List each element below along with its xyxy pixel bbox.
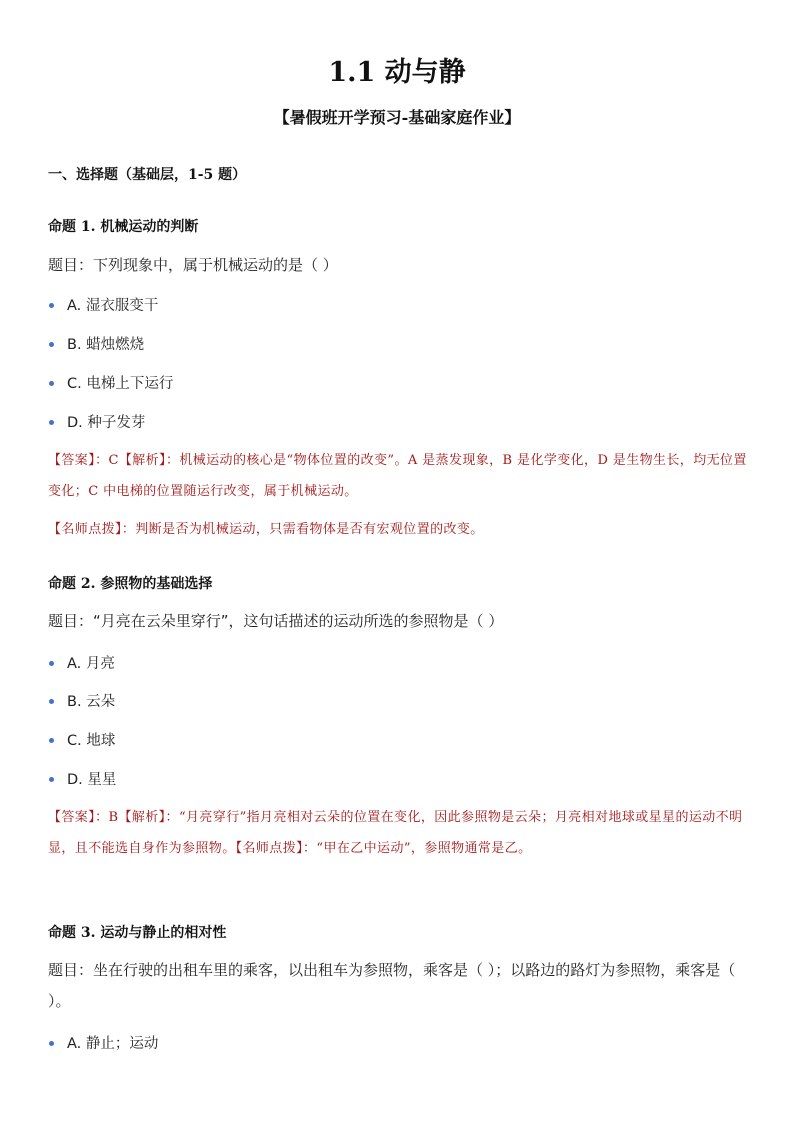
bullet-icon [49,738,54,743]
question-1-answer: 【答案】：C【解析】：机械运动的核心是“物体位置的改变”。A 是蒸发现象，B 是化学变化，D 是生物生长，均无位置变化；C 中电梯的位置随运行改变，属于机械运动。 [48,453,747,499]
question-3-stem: 题目：坐在行驶的出租车里的乘客，以出租车为参照物，乘客是（ ）；以路边的路灯为参照物，乘客是（ ）。 [48,961,736,1010]
question-2-answer: 【答案】：B【解析】：“月亮穿行”指月亮相对云朵的位置在变化，因此参照物是云朵；月亮相对地球或星星的运动不明显，且不能选自身作为参照物。【名师点拨】：“甲在乙中运动”，参照物通常是乙。 [48,810,743,856]
question-2-option-b [48,690,115,711]
question-1-option-d [48,411,145,432]
option-label: C. 地球 [67,733,116,749]
question-3-option-a [48,1032,158,1053]
bullet-icon [49,661,54,666]
option-label: A. 静止；运动 [67,1036,159,1052]
question-1-stem: 题目：下列现象中，属于机械运动的是（ ） [48,256,338,274]
question-2-option-c [48,729,115,750]
section-heading: 一、选择题（基础层，1-5 题） [48,167,247,183]
question-2-option-d [48,768,116,789]
question-1-option-b [48,333,144,354]
page-title: 1.1 动与静 [328,57,466,88]
option-label: A. 月亮 [67,656,115,672]
question-2-option-a [48,652,115,673]
option-label: C. 电梯上下运行 [67,376,174,392]
bullet-icon [49,342,54,347]
question-1-heading: 命题 1. 机械运动的判断 [48,219,199,235]
option-label: A. 湿衣服变干 [67,298,159,314]
question-1-tip: 【名师点拨】：判断是否为机械运动，只需看物体是否有宏观位置的改变。 [48,522,484,537]
option-label: B. 云朵 [67,694,116,710]
option-label: D. 种子发芽 [67,415,146,431]
question-2-stem: 题目：“月亮在云朵里穿行”，这句话描述的运动所选的参照物是（ ） [48,612,504,630]
option-label: D. 星星 [67,772,117,788]
question-3-heading: 命题 3. 运动与静止的相对性 [48,925,227,941]
question-1-option-a [48,294,158,315]
question-2-heading: 命题 2. 参照物的基础选择 [48,576,213,592]
bullet-icon [49,420,54,425]
question-1-option-c [48,372,173,393]
option-label: B. 蜡烛燃烧 [67,337,145,353]
bullet-icon [49,303,54,308]
bullet-icon [49,777,54,782]
page-subtitle: 【暑假班开学预习-基础家庭作业】 [273,108,521,127]
bullet-icon [49,1041,54,1046]
bullet-icon [49,699,54,704]
bullet-icon [49,381,54,386]
